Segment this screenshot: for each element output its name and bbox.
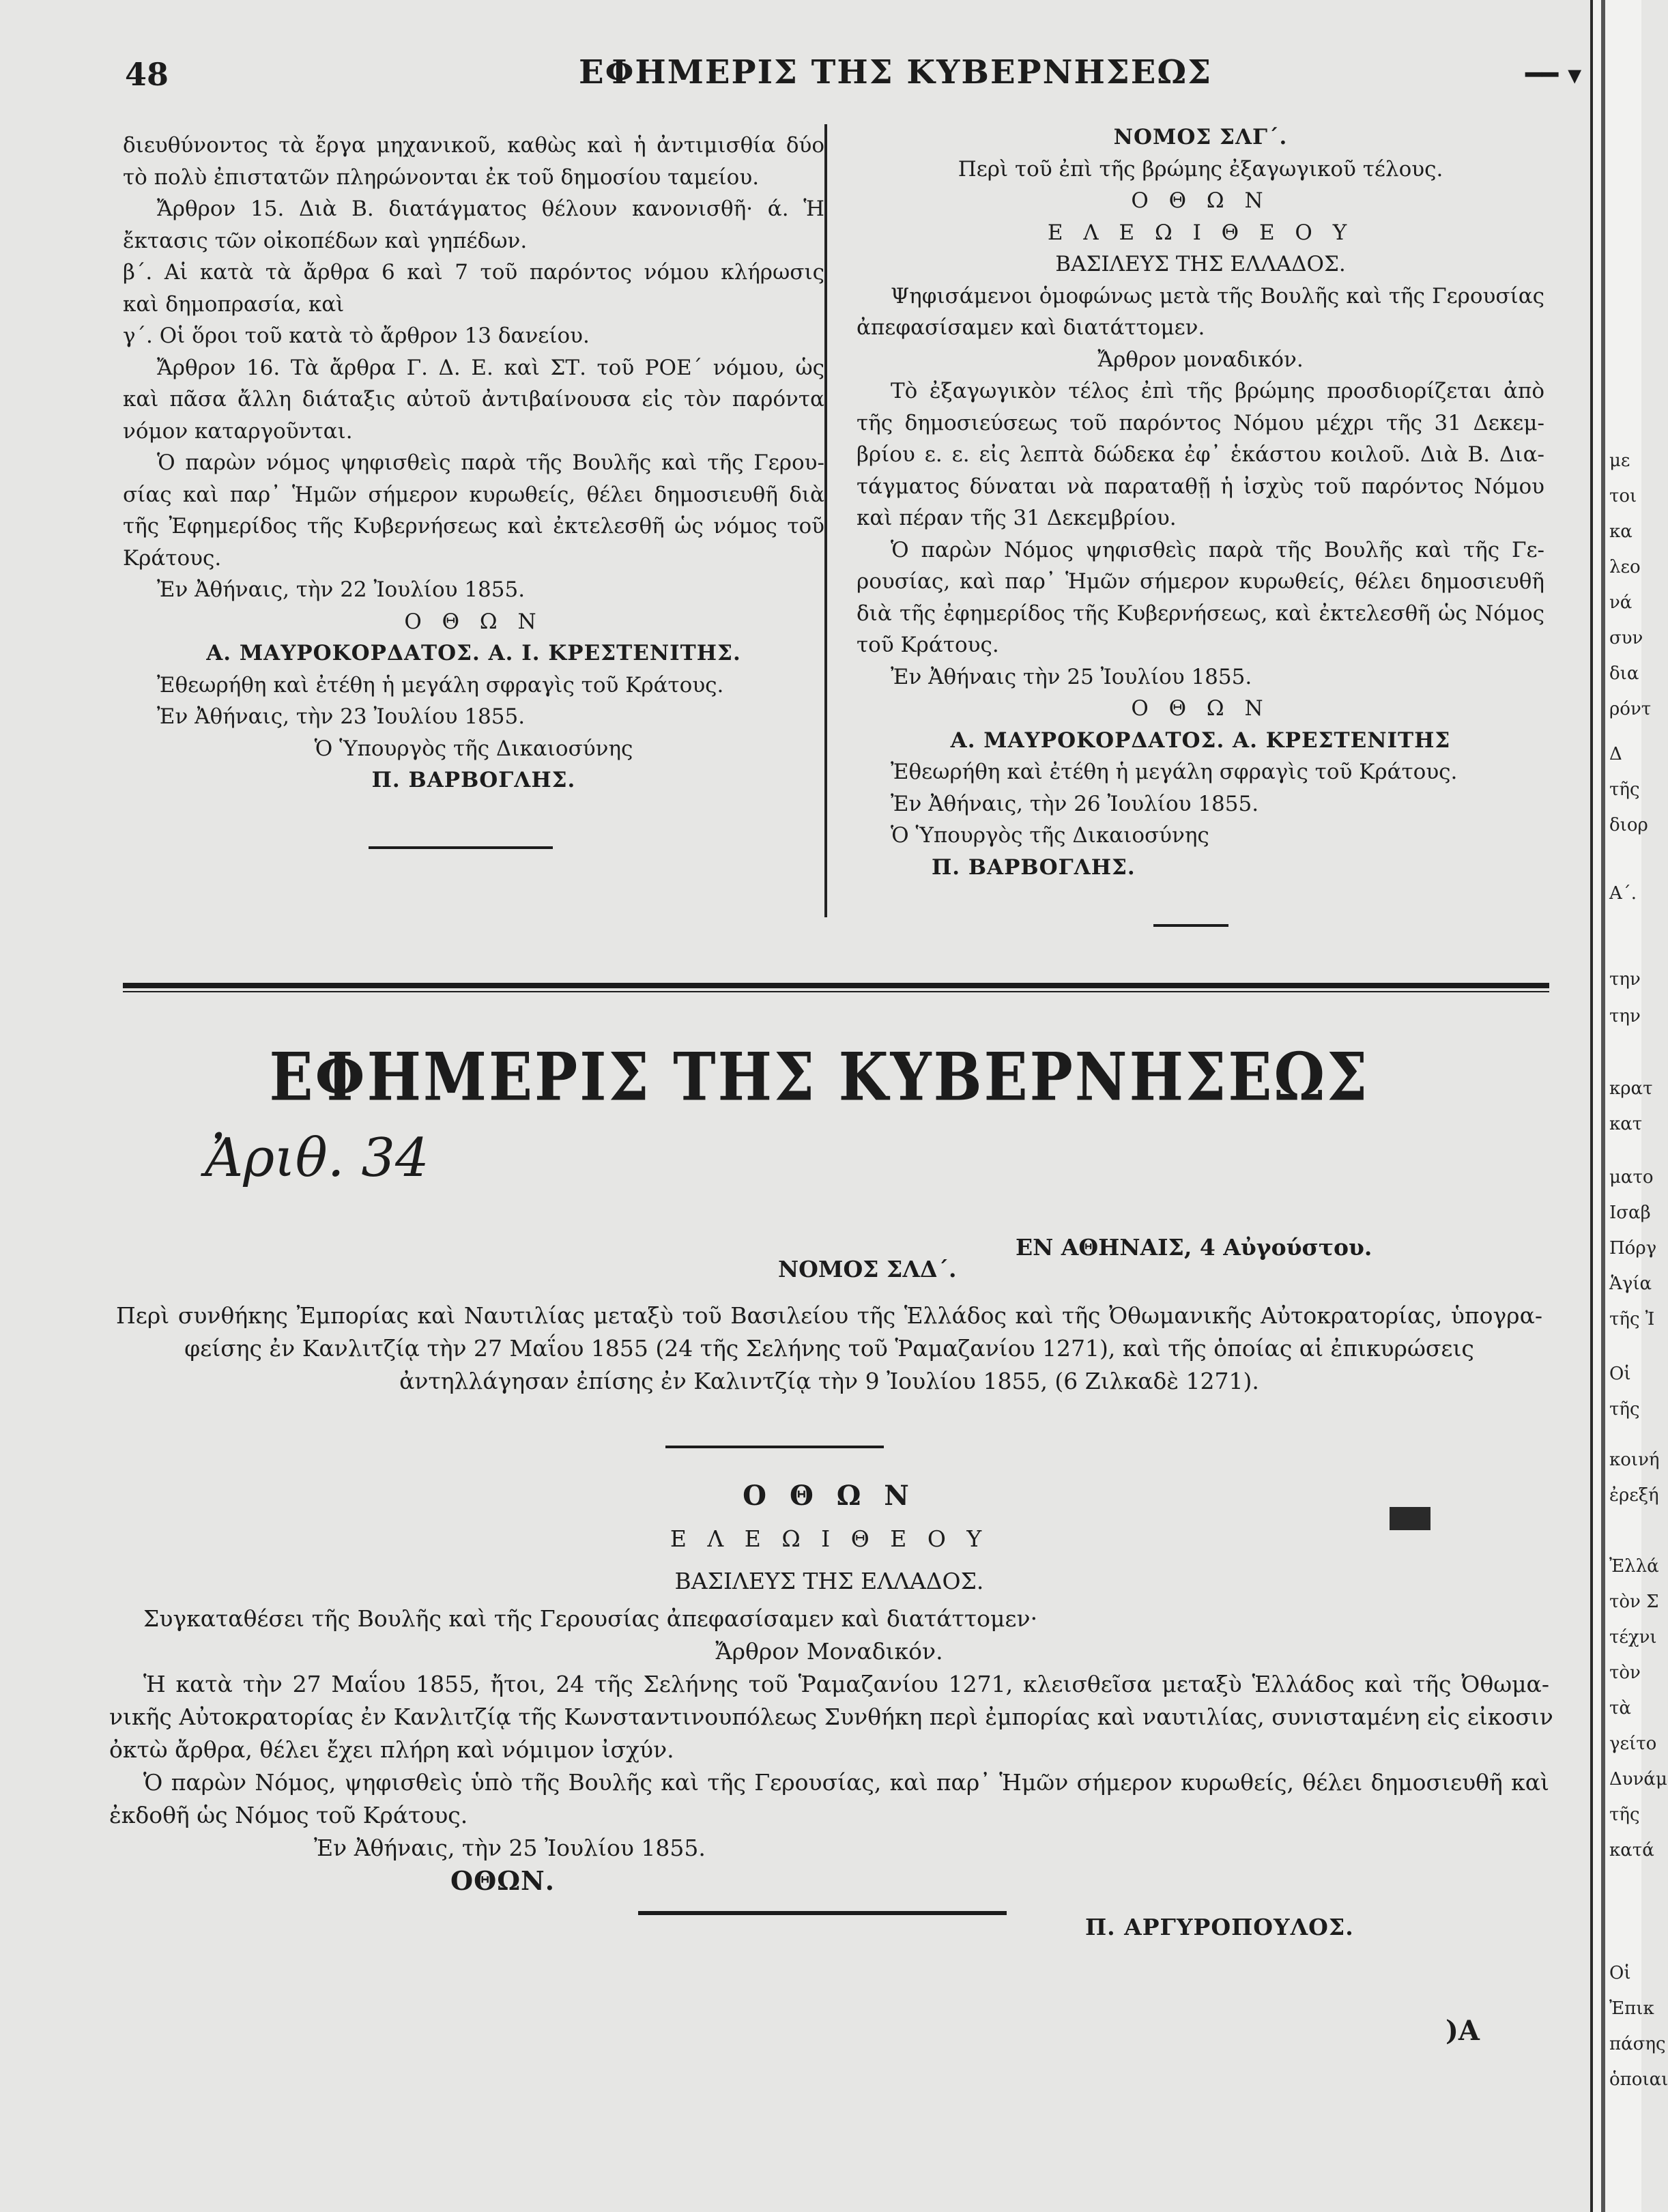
issue-number: Ἀριθ. 34 (205, 1127, 429, 1189)
law-34-text-line: νικῆς Αὐτοκρατορίας ἐν Κανλιτζίᾳ τῆς Κωνσταντινουπόλεως Συνθήκη περὶ ἐμπορίας καὶ ναυτιλίας, συνισταμένη εἰς εἰκοσιν (109, 1704, 1553, 1730)
right-text-line: καὶ πέραν τῆς 31 Δεκεμβρίου. (857, 506, 1177, 530)
strip-fragment: Ἐπικ (1609, 1998, 1654, 2019)
abstract-line: φείσης ἐν Κανλιτζίᾳ τὴν 27 Μαΐου 1855 (24 τῆς Σελήνης τοῦ Ῥαμαζανίου 1271), καὶ τῆς ὁποίας αἱ ἐπικυρώσεις (184, 1335, 1474, 1362)
strip-fragment: τὸν (1609, 1663, 1641, 1683)
right-text-line: Τὸ ἐξαγωγικὸν τέλος ἐπὶ τῆς βρώμης προσδιορίζεται ἀπὸ (891, 379, 1544, 403)
right-column (857, 121, 1544, 883)
strip-fragment: τῆς (1609, 1805, 1640, 1825)
left-text-line: Ὁ παρὼν νόμος ψηφισθεὶς παρὰ τῆς Βουλῆς καὶ τῆς Γερου- (157, 450, 824, 475)
right-law-date: Ἐν Ἀθήναις τὴν 25 Ἰουλίου 1855. (891, 664, 1252, 689)
law-34-date: Ἐν Ἀθήναις, τὴν 25 Ἰουλίου 1855. (314, 1835, 706, 1861)
left-text-line: Ἄρθρον 15. Διὰ Β. διατάγματος θέλουν κανονισθῆ· ά. Ἡ (157, 197, 824, 221)
law-34-article-heading: Ἄρθρον Μοναδικόν. (715, 1638, 943, 1665)
right-text-line: τῆς δημοσιεύσεως τοῦ παρόντος Νόμου μέχρι τῆς 31 Δεκεμ- (857, 410, 1544, 435)
strip-fragment: τοι (1609, 486, 1637, 506)
strip-fragment: πάσης (1609, 2034, 1666, 2054)
strip-fragment: γείτο (1609, 1734, 1657, 1754)
section-double-rule (123, 983, 1549, 992)
strip-fragment: Ἁγία (1609, 1274, 1652, 1294)
strip-fragment: Δ (1609, 744, 1622, 764)
law-34-king-name: Ο Θ Ω Ν (743, 1480, 916, 1512)
right-law-subject: Περὶ τοῦ ἐπὶ τῆς βρώμης ἐξαγωγικοῦ τέλους. (958, 156, 1443, 182)
strip-fragment: κατά (1609, 1840, 1654, 1861)
left-text-line: γ΄. Οἱ ὅροι τοῦ κατὰ τὸ ἄρθρον 13 δανείου. (123, 324, 590, 348)
left-minister-name: Π. ΒΑΡΒΟΓΛΗΣ. (371, 768, 576, 792)
law-34-preamble: Συγκαταθέσει τῆς Βουλῆς καὶ τῆς Γερουσίας ἀπεφασίσαμεν καὶ διατάττομεν· (143, 1605, 1038, 1632)
right-minister-signatures: Α. ΜΑΥΡΟΚΟΡΔΑΤΟΣ. Α. ΚΡΕΣΤΕΝΙΤΗΣ (950, 728, 1451, 753)
left-column (123, 130, 824, 796)
law-34-king-title: ΒΑΣΙΛΕΥΣ ΤΗΣ ΕΛΛΑΔΟΣ. (674, 1568, 984, 1594)
adjacent-page-strip (1590, 0, 1668, 2212)
right-section-rule (1153, 924, 1228, 927)
strip-fragment: κα (1609, 521, 1633, 542)
strip-fragment: τὸν Σ (1609, 1592, 1659, 1612)
strip-fragment: ἐρεξή (1609, 1485, 1659, 1506)
right-preamble-line: Ψηφισάμενοι ὁμοφώνως μετὰ τῆς Βουλῆς καὶ τῆς Γερουσίας (891, 283, 1544, 308)
left-text-line: Ἄρθρον 16. Τὰ ἄρθρα Γ. Δ. Ε. καὶ ΣΤ. τοῦ ΡΟΕ΄ νόμου, ὡς (157, 355, 824, 380)
law-34-text-line: Ἡ κατὰ τὴν 27 Μαΐου 1855, ἤτοι, 24 τῆς Σελήνης τοῦ Ῥαμαζανίου 1271, κλεισθεῖσα μεταξὺ Ἑλλάδος καὶ τῆς Ὀθωμα- (143, 1671, 1549, 1697)
abstract-line: ἀντηλλάγησαν ἐπίσης ἐν Καλιντζίᾳ τὴν 9 Ἰουλίου 1855, (6 Ζιλκαδὲ 1271). (399, 1368, 1259, 1394)
strip-fragment: ὁποιαι (1609, 2069, 1668, 2090)
law-34-text-line: ἐκδοθῆ ὡς Νόμος τοῦ Κράτους. (109, 1802, 468, 1828)
sheet-signature-mark: )Α (1446, 2015, 1480, 2047)
left-text-line: διευθύνοντος τὰ ἔργα μηχανικοῦ, καθὼς καὶ ἡ ἀντιμισθία δύο (123, 133, 824, 158)
left-seal-note: Ἐθεωρήθη καὶ ἐτέθη ἡ μεγάλη σφραγὶς τοῦ Κράτους. (157, 672, 724, 698)
strip-fragment: λεο (1609, 557, 1641, 577)
left-section-rule (369, 846, 553, 849)
strip-fragment: τὰ (1609, 1698, 1631, 1719)
left-text-line: καὶ πᾶσα ἄλλη διάταξις αὐτοῦ ἀντιβαίνουσα εἰς τὸν παρόντα (123, 387, 824, 412)
strip-fragment: νά (1609, 592, 1633, 613)
running-head-title: ΕΦΗΜΕΡΙΣ ΤΗΣ ΚΥΒΕΡΝΗΣΕΩΣ (579, 53, 1213, 91)
left-text-line: σίας καὶ παρ᾽ Ἡμῶν σήμερον κυρωθείς, θέλει δημοσιευθῆ διὰ (123, 482, 824, 507)
law-34-body (109, 1474, 1553, 1944)
bottom-rule (638, 1911, 1007, 1915)
right-seal-note: Ἐθεωρήθη καὶ ἐτέθη ἡ μεγάλη σφραγὶς τοῦ Κράτους. (891, 760, 1458, 784)
left-minister-title: Ὁ Ὑπουργὸς τῆς Δικαιοσύνης (314, 736, 633, 761)
left-text-line: τὸ πολὺ ἐπιστατῶν πληρώνονται ἐκ τοῦ δημοσίου ταμείου. (123, 164, 760, 190)
right-text-line: διὰ τῆς ἐφημερίδος τῆς Κυβερνήσεως, καὶ ἐκτελεσθῆ ὡς Νόμος (857, 601, 1544, 626)
left-king-signature: Ο Θ Ω Ν (404, 609, 543, 634)
strip-fragment: Α΄. (1609, 883, 1637, 904)
strip-fragment: τῆς (1609, 1399, 1640, 1420)
right-king-title: ΒΑΣΙΛΕΥΣ ΤΗΣ ΕΛΛΑΔΟΣ. (1055, 252, 1346, 276)
abstract-rule (665, 1446, 884, 1448)
page-number: 48 (125, 56, 169, 93)
strip-fragment: διορ (1609, 815, 1648, 835)
strip-fragment: Οἱ (1609, 1963, 1631, 1983)
strip-fragment: Ἐλλά (1609, 1556, 1659, 1577)
right-minister-title: Ὁ Ὑπουργὸς τῆς Δικαιοσύνης (891, 823, 1209, 848)
left-text-line: Κράτους. (123, 545, 222, 571)
column-divider (824, 124, 827, 917)
right-text-line: βρίου ε. ε. εἰς λεπτὰ δώδεκα ἐφ᾽ ἑκάστου κοιλοῦ. Διὰ Β. Δια- (857, 442, 1544, 467)
law-34-minister-name: Π. ΑΡΓΥΡΟΠΟΥΛΟΣ. (1085, 1914, 1354, 1940)
right-king-name: Ο Θ Ω Ν (1131, 188, 1270, 213)
right-law-title: ΝΟΜΟΣ ΣΛΓ΄. (1113, 125, 1288, 149)
right-text-line: τοῦ Κράτους. (857, 633, 999, 657)
corner-printer-mark: ━━ ▾ (1525, 59, 1582, 91)
left-text-line: τῆς Ἐφημερίδος τῆς Κυβερνήσεως καὶ ἐκτελεσθῆ ὡς νόμος τοῦ (123, 514, 824, 538)
issue-dateline: ΕΝ ΑΘΗΝΑΙΣ, 4 Αὐγούστου. (1016, 1234, 1372, 1261)
left-text-line: ἔκτασις τῶν οἰκοπέδων καὶ γηπέδων. (123, 228, 528, 253)
right-king-signature: Ο Θ Ω Ν (1131, 696, 1270, 721)
law-34-abstract (116, 1299, 1542, 1398)
left-seal-date: Ἐν Ἀθήναις, τὴν 23 Ἰουλίου 1855. (157, 704, 526, 729)
strip-fragment: Δυνάμ (1609, 1769, 1667, 1790)
left-law-date: Ἐν Ἀθήναις, τὴν 22 Ἰουλίου 1855. (157, 577, 526, 602)
strip-fragment: Οἱ (1609, 1364, 1631, 1384)
strip-fragment: με (1609, 450, 1630, 471)
strip-fragment: συν (1609, 628, 1643, 648)
right-grace-line: Ε Λ Ε Ω Ι Θ Ε Ο Υ (1047, 220, 1354, 245)
law-34-text-line: ὀκτὼ ἄρθρα, θέλει ἔχει πλήρη καὶ νόμιμον ἰσχύν. (109, 1736, 674, 1763)
strip-fragment: ρόντ (1609, 699, 1652, 719)
strip-fragment: τέχνι (1609, 1627, 1657, 1648)
abstract-line: Περὶ συνθήκης Ἐμπορίας καὶ Ναυτιλίας μεταξὺ τοῦ Βασιλείου τῆς Ἑλλάδος καὶ τῆς Ὀθωμανικῆς Αὐτοκρατορίας, ὑπογρα- (116, 1302, 1542, 1329)
strip-fragment: κρατ (1609, 1078, 1653, 1099)
law-34-title: ΝΟΜΟΣ ΣΛΔ΄. (778, 1256, 957, 1282)
strip-fragment: τῆς (1609, 779, 1640, 800)
left-minister-signatures: Α. ΜΑΥΡΟΚΟΡΔΑΤΟΣ. Α. Ι. ΚΡΕΣΤΕΝΙΤΗΣ. (206, 641, 741, 665)
right-article-heading: Ἄρθρον μοναδικόν. (1097, 347, 1304, 372)
right-preamble-line: ἀπεφασίσαμεν καὶ διατάττομεν. (857, 315, 1205, 340)
strip-fragment: Πόργ (1609, 1238, 1657, 1259)
right-text-line: τάγματος δύναται νὰ παραταθῇ ἡ ἰσχὺς τοῦ παρόντος Νόμου (857, 474, 1544, 499)
left-text-line: νόμον καταργοῦνται. (123, 418, 353, 444)
right-text-line: Ὁ παρὼν Νόμος ψηφισθεὶς παρὰ τῆς Βουλῆς καὶ τῆς Γε- (891, 537, 1544, 562)
left-text-line: β΄. Αἱ κατὰ τὰ ἄρθρα 6 καὶ 7 τοῦ παρόντος νόμου κλήρωσις (123, 260, 824, 285)
strip-fragment: τῆς Ἰ (1609, 1309, 1655, 1330)
strip-fragment: δια (1609, 663, 1639, 684)
right-text-line: ρουσίας, καὶ παρ᾽ Ἡμῶν σήμερον κυρωθείς, θέλει δημοσιευθῆ (857, 569, 1544, 594)
strip-fragment: ματο (1609, 1167, 1654, 1188)
strip-fragment: κοινή (1609, 1450, 1660, 1470)
law-34-grace-line: Ε Λ Ε Ω Ι Θ Ε Ο Υ (670, 1525, 989, 1552)
strip-fragment: την (1609, 1006, 1641, 1026)
strip-fragment: Ισαβ (1609, 1203, 1651, 1223)
right-minister-name: Π. ΒΑΡΒΟΓΛΗΣ. (932, 854, 1136, 880)
law-34-king-signature: ΟΘΩΝ. (450, 1865, 555, 1896)
strip-fragment: την (1609, 969, 1641, 990)
left-text-line: καὶ δημοπρασία, καὶ (123, 291, 345, 317)
strip-fragment: κατ (1609, 1114, 1643, 1134)
masthead-title: ΕΦΗΜΕΡΙΣ ΤΗΣ ΚΥΒΕΡΝΗΣΕΩΣ (269, 1037, 1370, 1116)
law-34-text-line: Ὁ παρὼν Νόμος, ψηφισθεὶς ὑπὸ τῆς Βουλῆς καὶ τῆς Γερουσίας, καὶ παρ᾽ Ἡμῶν σήμερον κυρωθείς, θέλει δημοσιευθῆ καὶ (143, 1769, 1549, 1796)
right-seal-date: Ἐν Ἀθήναις, τὴν 26 Ἰουλίου 1855. (891, 791, 1259, 816)
